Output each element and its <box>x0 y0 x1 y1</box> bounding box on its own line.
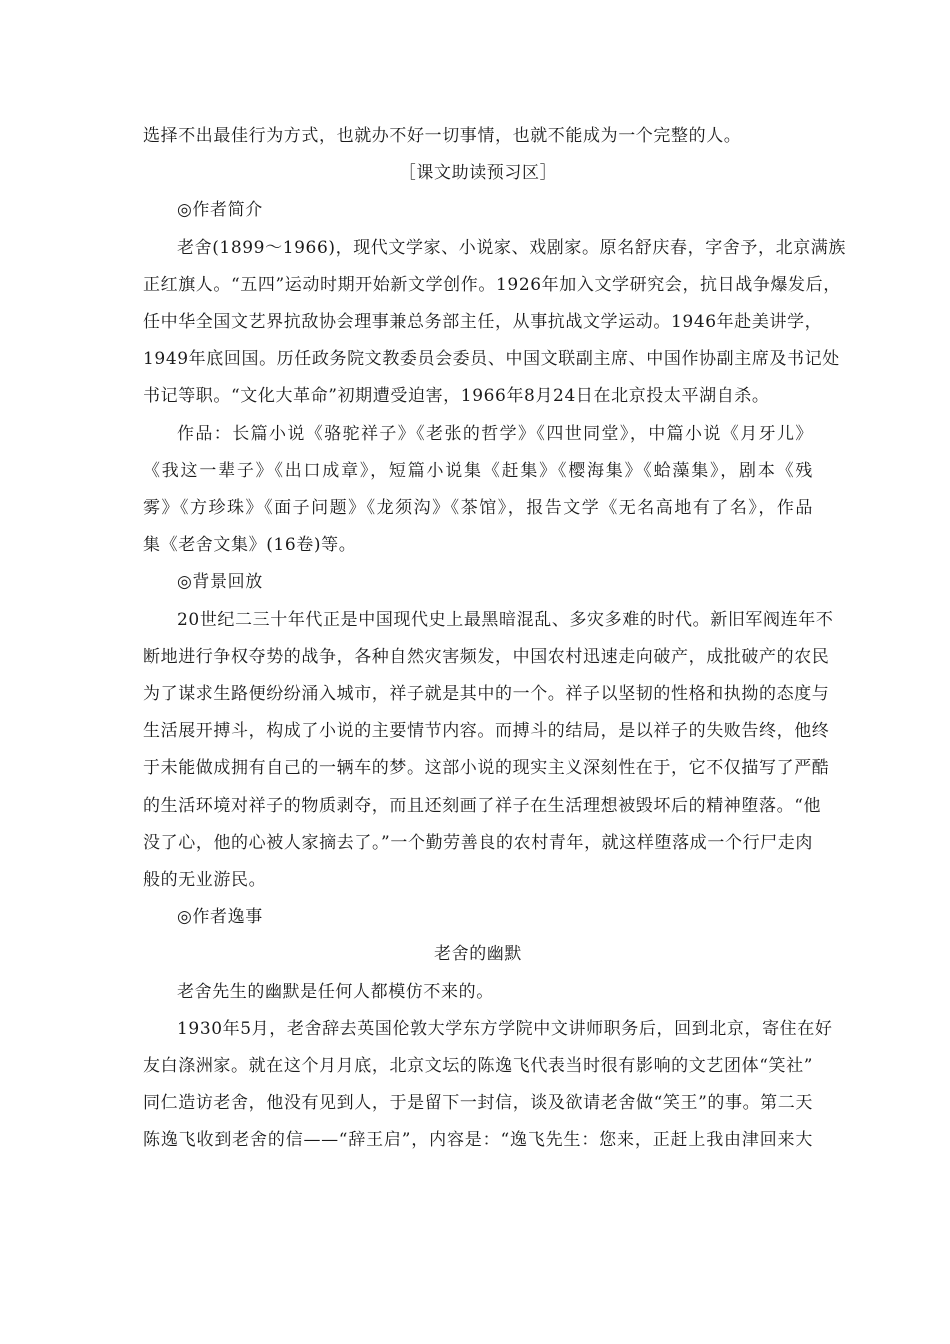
author-intro-line: 正红旗人。“五四”运动时期开始新文学创作。1926年加入文学研究会，抗日战争爆发后， <box>143 274 841 295</box>
background-line: 为了谋求生路便纷纷涌入城市，祥子就是其中的一个。祥子以坚韧的性格和执拗的态度与 <box>143 684 830 705</box>
works-line: 《我这一辈子》《出口成章》，短篇小说集《赶集》《樱海集》《蛤藻集》，剧本《残 <box>143 460 813 481</box>
works-line: 雾》《方珍珠》《面子问题》《龙须沟》《茶馆》，报告文学《无名高地有了名》，作品 <box>143 498 813 519</box>
document-page <box>143 118 846 1160</box>
anecdote-line: 1930年5月，老舍辞去英国伦敦大学东方学院中文讲师职务后，回到北京，寄住在好 <box>177 1018 833 1039</box>
background-line: 没了心，他的心被人家摘去了。”一个勤劳善良的农村青年，就这样堕落成一个行尸走肉 <box>143 832 813 853</box>
background-line: 生活展开搏斗，构成了小说的主要情节内容。而搏斗的结局，是以祥子的失败告终，他终 <box>143 721 830 742</box>
background-line: 于未能做成拥有自己的一辆车的梦。这部小说的现实主义深刻性在于，它不仅描写了严酷 <box>143 758 830 779</box>
intro-line: 选择不出最佳行为方式，也就办不好一切事情，也就不能成为一个完整的人。 <box>143 126 742 146</box>
background-line: 20世纪二三十年代正是中国现代史上最黑暗混乱、多灾多难的时代。新旧军阀连年不 <box>177 609 834 630</box>
author-intro-line: 老舍(1899～1966)，现代文学家、小说家、戏剧家。原名舒庆春，字舍予，北京满族 <box>177 237 846 258</box>
works-line: 作品：长篇小说《骆驼祥子》《老张的哲学》《四世同堂》，中篇小说《月牙儿》 <box>177 423 813 444</box>
anecdote-line: 同仁造访老舍，他没有见到人，于是留下一封信，谈及欲请老舍做“笑王”的事。第二天 <box>143 1093 813 1114</box>
anecdote-line: 老舍先生的幽默是任何人都模仿不来的。 <box>177 981 494 1002</box>
background-heading: ◎背景回放 <box>177 572 263 593</box>
author-intro-line: 任中华全国文艺界抗敌协会理事兼总务部主任，从事抗战文学运动。1946年赴美讲学， <box>143 312 823 333</box>
author-intro-heading: ◎作者简介 <box>177 200 263 221</box>
anecdote-heading: ◎作者逸事 <box>177 907 263 928</box>
anecdote-line: 友白涤洲家。就在这个月月底，北京文坛的陈逸飞代表当时很有影响的文艺团体“笑社” <box>143 1056 813 1077</box>
anecdote-line: 陈逸飞收到老舍的信——“辞王启”，内容是：“逸飞先生：您来，正赶上我由津回来大 <box>143 1130 813 1151</box>
works-line: 集《老舍文集》(16卷)等。 <box>143 535 357 556</box>
anecdote-title: 老舍的幽默 <box>434 944 522 965</box>
background-line: 断地进行争权夺势的战争，各种自然灾害频发，中国农村迅速走向破产，成批破产的农民 <box>143 646 830 667</box>
background-line: 般的无业游民。 <box>143 870 267 891</box>
background-line: 的生活环境对祥子的物质剥夺，而且还刻画了祥子在生活理想被毁坏后的精神堕落。“他 <box>143 795 822 816</box>
author-intro-line: 书记等职。“文化大革命”初期遭受迫害，1966年8月24日在北京投太平湖自杀。 <box>143 386 770 407</box>
author-intro-line: 1949年底回国。历任政务院文教委员会委员、中国文联副主席、中国作协副主席及书记处 <box>143 349 840 370</box>
section-header: ［课文助读预习区］ <box>398 163 558 184</box>
